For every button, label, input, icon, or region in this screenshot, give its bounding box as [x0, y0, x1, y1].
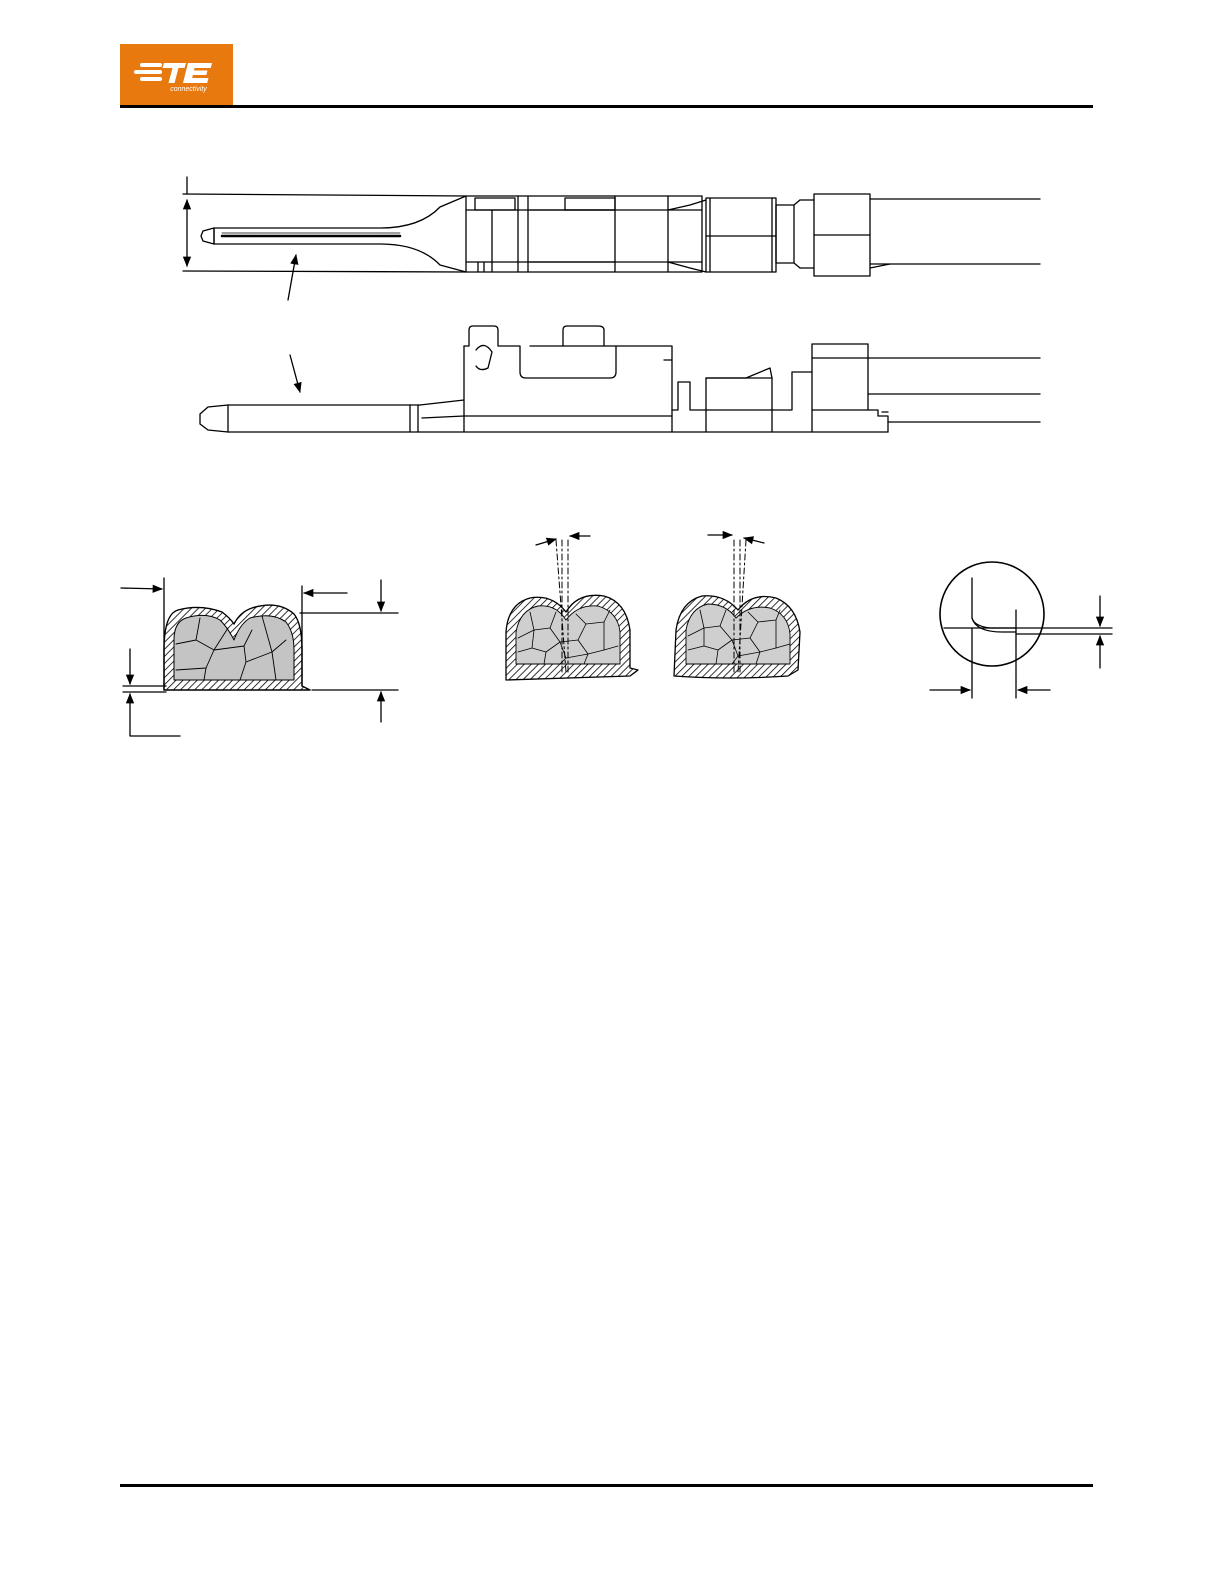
crimp-symmetry-cross-sections — [506, 535, 800, 680]
burr-detail-circle — [930, 562, 1112, 698]
contact-side-view-with-wire — [200, 326, 1040, 432]
footer-rule — [120, 1484, 1093, 1487]
brand-sub-label: connectivity — [170, 86, 207, 93]
crimp-cross-section-dimensions — [121, 578, 398, 736]
contact-top-view-with-wire — [183, 177, 1040, 300]
